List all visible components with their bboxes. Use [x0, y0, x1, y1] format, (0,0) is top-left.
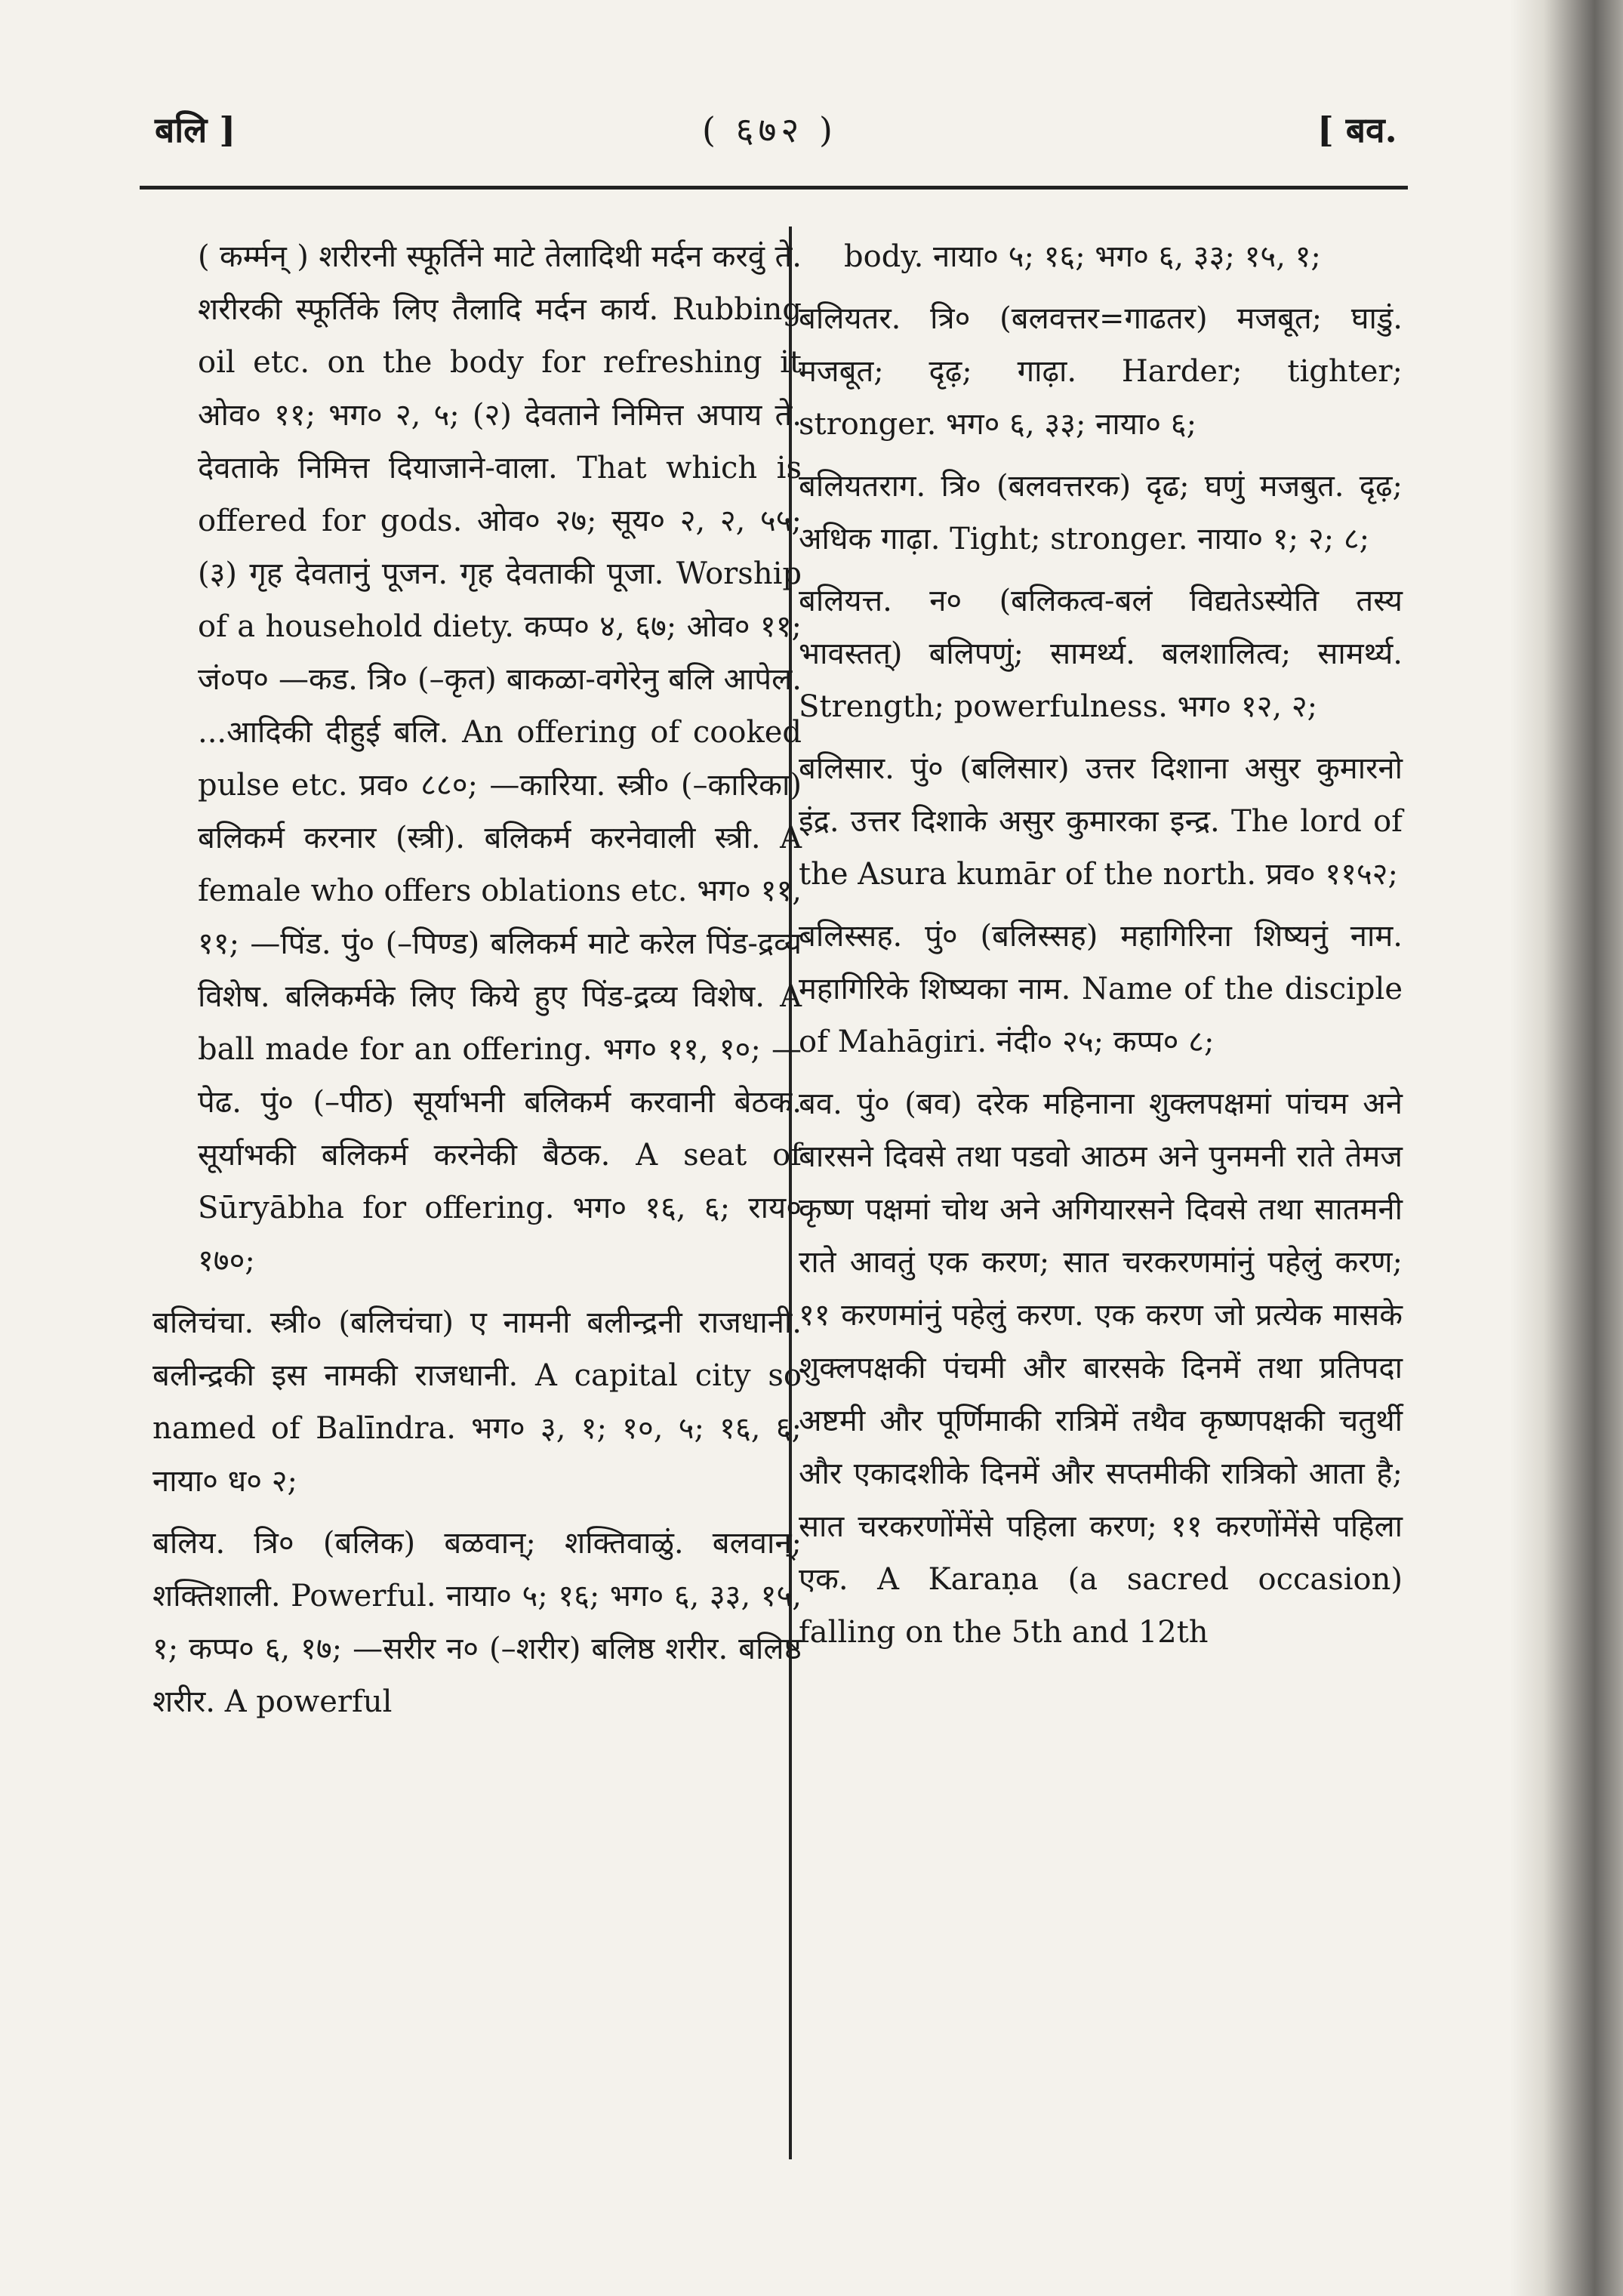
entry-continuation: body. नाया० ५; १६; भग० ६, ३३; १५, १; [844, 239, 1321, 274]
entry-balichancha: बलिचंचा. स्त्री० (बलिचंचा) ए नामनी बलीन्द्रनी राजधानी. बलीन्द्रकी इस नामकी राजधानी. A capital city so named of Balīndra. भग० ३, १; १०, ५; १६, ६; नाया० ध० २; [152, 1305, 802, 1499]
header-rule [140, 186, 1408, 190]
entry-continuation: ( कर्म्मन् ) शरीरनी स्फूर्तिने माटे तेलादिथी मर्दन करवुं ते. शरीरकी स्फूर्तिके लिए तैलादि मर्दन कार्य. Rubbing oil etc. on the body for refreshing it ओव० ११; भग० २, ५; (२) देवताने निमित्त अपाय ते. देवताके निमित्त दियाजाने-वाला. That which is offered for gods. ओव० २७; सूय० २, २, ५५; (३) गृह देवतानुं पूजन. गृह देवताकी पूजा. Worship of a household diety. कप्प० ४, ६७; ओव० ११; जं०प० —कड. त्रि० (–कृत) बाकळा-वगेरेनु बलि आपेल. ...आदिकी दीहुई बलि. An offering of cooked pulse etc. प्रव० ८८०; —कारिया. स्त्री० (–कारिका) बलिकर्म करनार (स्त्री). बलिकर्म करनेवाली स्त्री. A female who offers oblations etc. भग० ११, ११; —पिंड. पुं० (–पिण्ड) बलिकर्म माटे करेल पिंड-द्रव्य विशेष. बलिकर्मके लिए किये हुए पिंड-द्रव्य विशेष. A ball made for an offering. भग० ११, १०; —पेढ. पुं० (–पीठ) सूर्याभनी बलिकर्म करवानी बेठक. सूर्याभकी बलिकर्म करनेकी बैठक. A seat of Sūryābha for offering. भग० १६, ६; राय० १७०; [198, 239, 802, 1278]
entry-baliyatara: बलियतर. त्रि० (बलवत्तर=गाढतर) मजबूत; घाडुं. मजबूत; दृढ़; गाढ़ा. Harder; tighter; stronger. भग० ६, ३३; नाया० ६; [799, 301, 1403, 442]
right-column [799, 230, 1403, 1668]
header-right: [ बव. [1317, 109, 1397, 150]
page-number: ( ६७२ ) [702, 109, 837, 150]
entry-baliya: बलिय. त्रि० (बलिक) बळवान्; शक्तिवाळुं. बलवान्; शक्तिशाली. Powerful. नाया० ५; १६; भग० ६, ३३, १५, १; कप्प० ६, १७; —सरीर न० (–शरीर) बलिष्ठ शरीर. बलिष्ठ शरीर. A powerful [152, 1526, 802, 1719]
left-column [152, 230, 802, 1737]
entry-bava: बव. पुं० (बव) दरेक महिनाना शुक्लपक्षमां पांचम अने बारसने दिवसे तथा पडवो आठम अने पुनमनी राते तेमज कृष्ण पक्षमां चोथ अने अगियारसने दिवसे तथा सातमनी राते आवतुं एक करण; सात चरकरणमांनुं पहेलुं करण; ११ करणमांनुं पहेलुं करण. एक करण जो प्रत्येक मासके शुक्लपक्षकी पंचमी और बारसके दिनमें तथा प्रतिपदा अष्टमी और पूर्णिमाकी रात्रिमें तथैव कृष्णपक्षकी चतुर्थी और एकादशीके दिनमें और सप्तमीकी रात्रिको आता है; सात चरकरणोंमेंसे पहिला करण; ११ करणोंमेंसे पहिला एक. A Karaṇa (a sacred occasion) falling on the 5th and 12th [799, 1086, 1403, 1650]
entry-baliyataraga: बलियतराग. त्रि० (बलवत्तरक) दृढ; घणुं मजबुत. दृढ़; अधिक गाढ़ा. Tight; stronger. नाया० १; २; ८; [799, 469, 1403, 556]
entry-balissaha: बलिस्सह. पुं० (बलिस्सह) महागिरिना शिष्यनुं नाम. महागिरिके शिष्यका नाम. Name of the disciple of Mahāgiri. नंदी० २५; कप्प० ८; [799, 919, 1403, 1059]
entry-balisara: बलिसार. पुं० (बलिसार) उत्तर दिशाना असुर कुमारनो इंद्र. उत्तर दिशाके असुर कुमारका इन्द्र. The lord of the Asura kumār of the north. प्रव० ११५२; [799, 751, 1403, 892]
header-left: बलि ] [155, 109, 236, 150]
entry-baliyatta: बलियत्त. न० (बलिकत्व-बलं विद्यतेऽस्येति तस्य भावस्तत्) बलिपणुं; सामर्थ्य. बलशालित्व; सामर्थ्य. Strength; powerfulness. भग० १२, २; [799, 584, 1403, 724]
page-edge-shadow [1510, 0, 1623, 2296]
